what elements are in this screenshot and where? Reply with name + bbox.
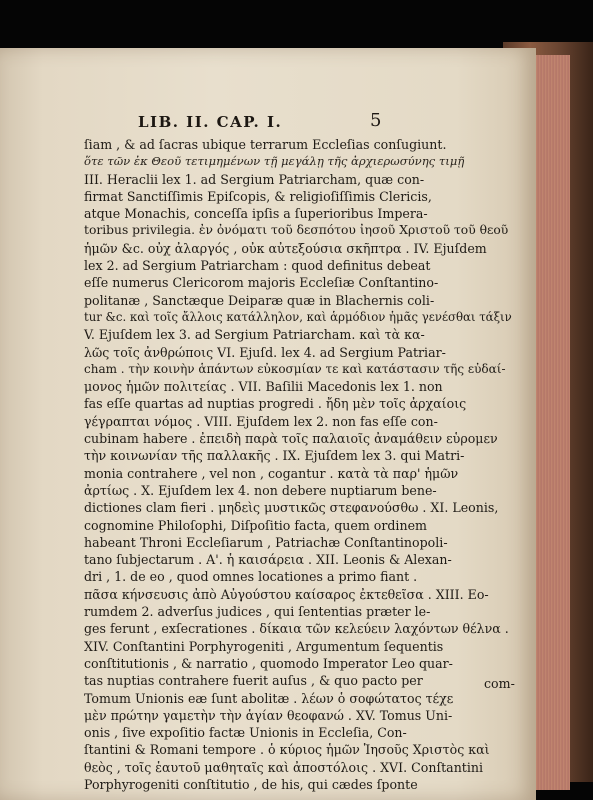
text-line: monia contrahere , vel non , cogantur . κατὰ τὰ παρ' ἡμῶν (84, 465, 459, 481)
text-line: tur &c. καὶ τοῖς ἄλλοις κατάλληλον, καὶ ἁρμόδιον ἡμᾶς γενέσθαι τάξιν (84, 309, 512, 324)
text-line: lex 2. ad Sergium Patriarcham : quod definitus debeat (84, 258, 431, 274)
text-line: tano ſubjectarum . Α'. ἡ καισάρεια . XII. Leonis & Alexan- (84, 552, 452, 568)
page-edges (530, 55, 570, 790)
page-number: 5 (370, 110, 383, 131)
text-line: III. Heraclii lex 1. ad Sergium Patriarcham, quæ con- (84, 171, 425, 187)
text-line: V. Ejuſdem lex 3. ad Sergium Patriarcham. καὶ τὰ κα- (84, 327, 425, 343)
text-line: conſtitutionis , & narratio , quomodo Imperator Leo quar- (84, 655, 453, 671)
text-line: θεὸς , τοῖς ἑαυτοῦ μαθηταῖς καὶ ἀποστόλοις . XVI. Conſtantini (84, 759, 484, 775)
text-line: fas eſſe quartas ad nuptias progredi . ἤδη μὲν τοῖς ἀρχαίοις (84, 396, 467, 412)
text-line: XIV. Conſtantini Porphyrogeniti , Argumentum ſequentis (84, 638, 444, 654)
text-line: onis , ſive expoſitio factæ Unionis in Eccleſia, Con- (84, 725, 407, 741)
text-line: ſtantini & Romani tempore . ὁ κύριος ἡμῶν Ἰησοῦς Χριστὸς καὶ (84, 742, 490, 758)
text-line: politanæ , Sanctæque Deiparæ quæ in Blachernis coli- (84, 292, 435, 308)
text-line: ὅτε τῶν ἐκ Θεοῦ τετιμημένων τῇ μεγάλῃ τῆς ἀρχιερωσύνης τιμῇ (84, 154, 465, 169)
text-line: ges ferunt , exſecrationes . δίκαια τῶν κελεύειν λαχόντων θέλνα . (84, 621, 509, 637)
text-line: ἀρτίως . X. Ejuſdem lex 4. non debere nuptiarum bene- (84, 482, 437, 498)
text-line: ſiam , & ad ſacras ubique terrarum Eccleſias conſugiunt. (84, 137, 447, 152)
text-line: λῶς τοῖς ἀνθρώποις VI. Ejuſd. lex 4. ad Sergium Patriar- (84, 344, 446, 360)
text-line: ἡμῶν &c. οὐχ ἀλαργός , οὐκ αὐτεξούσια σκῆπτρα . IV. Ejuſdem (84, 240, 487, 256)
running-header (138, 110, 438, 131)
text-line: γέγραπται νόμος . VIII. Ejuſdem lex 2. non fas eſſe con- (84, 413, 438, 429)
text-line: μὲν πρώτην γαμετὴν τὴν ἁγίαν θεοφανώ . XV. Tomus Uni- (84, 707, 453, 723)
text-line: eſſe numerus Clericorom majoris Eccleſiæ Conſtantino- (84, 275, 439, 291)
text-line: dri , 1. de eo , quod omnes locationes a primo fiant . (84, 569, 418, 585)
text-line: μονος ἡμῶν πολιτείας . VII. Baſilii Macedonis lex 1. non (84, 379, 443, 395)
text-line: τὴν κοινωνίαν τῆς παλλακῆς . IX. Ejuſdem lex 3. qui Matri- (84, 448, 465, 464)
text-line: dictiones clam fieri . μηδεὶς μυστικῶς στεφανούσθω . XI. Leonis, (84, 500, 499, 516)
running-title: LIB. II. CAP. I. (138, 113, 283, 131)
catchword: com- (484, 676, 515, 691)
text-line: Tomum Unionis eæ ſunt abolitæ . λέων ὁ σοφώτατος τέχε (84, 690, 454, 706)
text-line: cubinam habere . ἐπειδὴ παρὰ τοῖς παλαιοῖς ἀναμάθειν εὑρομεν (84, 431, 498, 447)
text-line: firmat Sanctiſſimis Epiſcopis, & religioſiſſimis Clericis, (84, 188, 432, 204)
text-line: toribus privilegia. ἐν ὀνόματι τοῦ δεσπότου ἰησοῦ Χριστοῦ τοῦ θεοῦ (84, 223, 509, 238)
text-line: cham . τὴν κοινὴν ἁπάντων εὐκοσμίαν τε καὶ κατάστασιν τῆς εὐδαί- (84, 361, 506, 376)
text-line: rumdem 2. adverſus judices , qui ſententias præter le- (84, 604, 431, 620)
text-line: πᾶσα κήνσευσις ἀπὸ Αὐγούστου καίσαρος ἐκτεθεῖσα . XIII. Eo- (84, 586, 489, 602)
text-line: atque Monachis, conceſſa ipſis a ſuperioribus Impera- (84, 206, 428, 222)
page-body-text (84, 136, 514, 793)
text-line: tas nuptias contrahere fuerit auſus , & quo pacto per (84, 673, 423, 689)
text-line: Porphyrogeniti conſtitutio , de his, qui cædes ſponte (84, 776, 418, 792)
text-line: habeant Throni Eccleſiarum , Patriachæ Conſtantinopoli- (84, 534, 448, 550)
text-line: cognomine Philoſophi, Diſpoſitio facta, quem ordinem (84, 517, 427, 533)
